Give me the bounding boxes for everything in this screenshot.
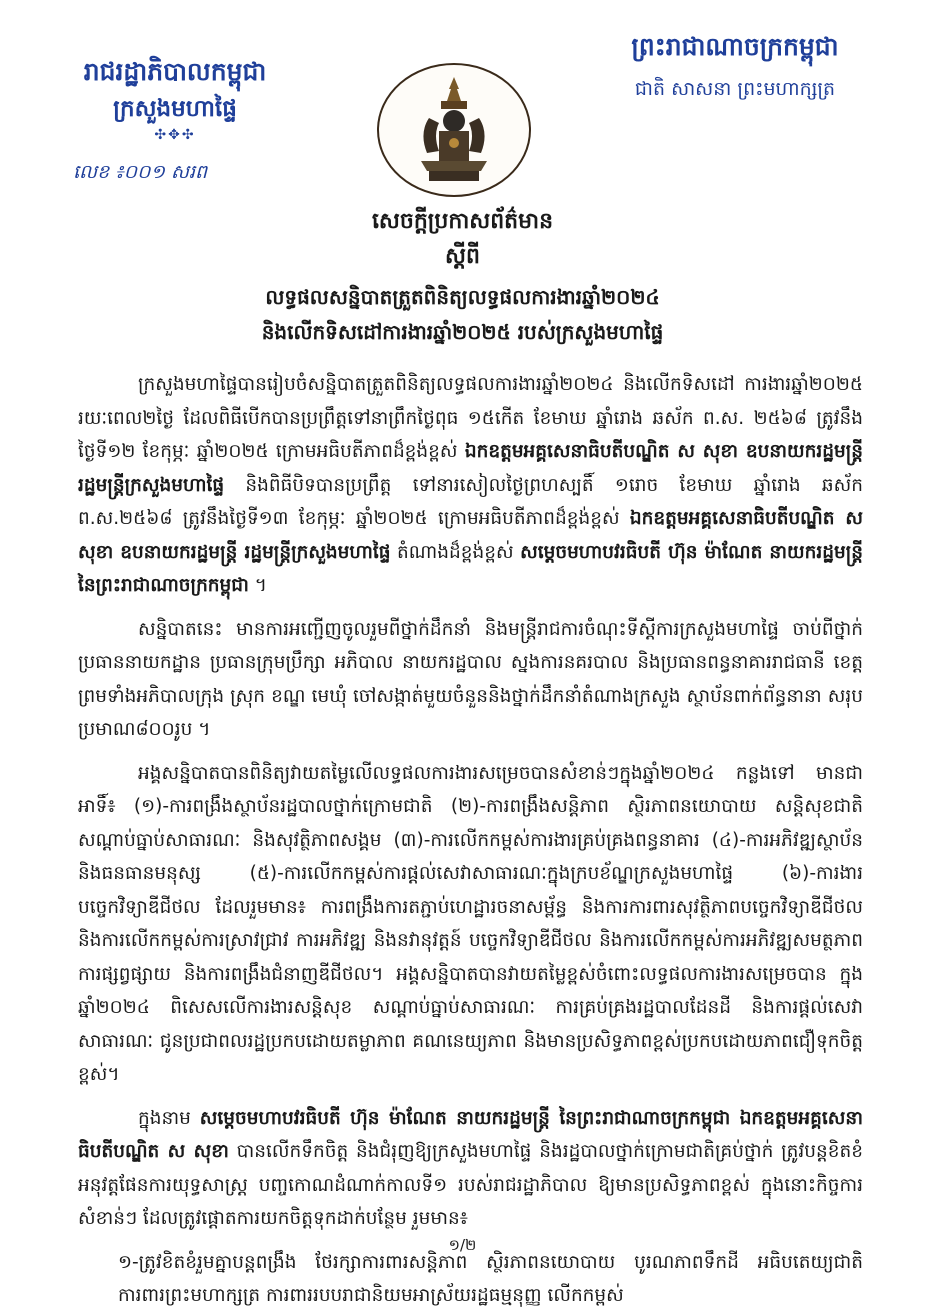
p1-bold-name-2: ឯកឧត្តមអគ្គសេនាធិបតីបណ្ឌិត ស សុខា ឧបនាយករដ្ឋមន្ត្រី រដ្ឋមន្ត្រីក្រសួងមហាផ្ទៃ bbox=[78, 508, 863, 563]
subject-line-2: និងលើកទិសដៅការងារឆ្នាំ២០២៥ របស់ក្រសួងមហាផ្ទៃ bbox=[261, 320, 664, 344]
national-motto: ជាតិ សាសនា ព្រះមហាក្សត្រ bbox=[634, 78, 836, 100]
paragraph-4 bbox=[78, 1102, 863, 1236]
p4-text: ក្នុងនាម bbox=[138, 1107, 200, 1129]
subject-label: ស្តីពី bbox=[445, 244, 480, 269]
paragraph-2: សន្និបាតនេះ មានការអញ្ជើញចូលរួមពីថ្នាក់ដឹកនាំ និងមន្ត្រីរាជការចំណុះទីស្តីការក្រសួងមហាផ្ទៃ ចាប់ពីថ្នាក់ប្រធាននាយកដ្ឋាន ប្រធានក្រុមប្រឹក្សា អភិបាល នាយករដ្ឋបាល ស្នងការនគរបាល និងប្រធានពន្ធនាគាររាជធានី ខេត្ត ព្រមទាំងអភិបាលក្រុង ស្រុក ខណ្ឌ មេឃុំ ចៅសង្កាត់មួយចំនួននិងថ្នាក់ដឹកនាំតំណាងក្រសួង ស្ថាប័នពាក់ព័ន្ធនានា សរុបប្រមាណ៨០០រូប ។ bbox=[78, 618, 863, 740]
list-item: ១-ត្រូវខិតខំរួមគ្នាបន្តពង្រឹង ថែរក្សាការពារសន្តិភាព ស្ថិរភាពនយោបាយ បូរណភាពទឹកដី អធិបតេយ្យជាតិ ការពារព្រះមហាក្សត្រ ការពាររបបរាជានិយមអាស្រ័យរដ្ឋធម្មនុញ្ញ លើកកម្ពស់ bbox=[118, 1251, 863, 1306]
emblem-icon bbox=[399, 73, 509, 188]
p1-bold-pm: សម្តេចមហាបវរធិបតី ហ៊ុន ម៉ាណែត នាយករដ្ឋមន្ត្រី នៃព្រះរាជាណាចក្រកម្ពុជា bbox=[78, 541, 863, 596]
government-name: រាជរដ្ឋាភិបាលកម្ពុជា bbox=[83, 57, 267, 86]
ornament-divider: ✣✥✣ bbox=[154, 127, 196, 143]
p1-end: ។ bbox=[248, 575, 267, 596]
document-type: សេចក្តីប្រកាសព័ត៌មាន bbox=[371, 209, 554, 234]
p1-text-2: និងពិធីបិទបានប្រព្រឹត្ត ទៅនារសៀលថ្ងៃព្រហស្បតិ៍ ១រោច ខែមាឃ ឆ្នាំរោង ឆស័ក ព.ស.២៥៦៨ ត្រូវនឹងថ្ងៃទី១៣ ខែកុម្ភៈ ឆ្នាំ២០២៥ ក្រោមអធិបតីភាពដ៏ខ្ពង់ខ្ពស់ bbox=[78, 474, 863, 529]
kingdom-name: ព្រះរាជាណាចក្រកម្ពុជា bbox=[631, 32, 839, 61]
p4-bold-names: សម្តេចមហាបវរធិបតី ហ៊ុន ម៉ាណែត នាយករដ្ឋមន្ត្រី នៃព្រះរាជាណាចក្រកម្ពុជា ឯកឧត្តមអគ្គសេនាធិបតីបណ្ឌិត ស សុខា bbox=[78, 1107, 863, 1162]
document-number: លេខ ៖០០១ សរព bbox=[73, 161, 208, 183]
paragraph-3: អង្គសន្និបាតបានពិនិត្យវាយតម្លៃលើលទ្ធផលការងារសម្រេចបានសំខាន់ៗក្នុងឆ្នាំ២០២៤ កន្លងទៅ មានជាអាទិ៍៖ (១)-ការពង្រឹងស្ថាប័នរដ្ឋបាលថ្នាក់ក្រោមជាតិ (២)-ការពង្រឹងសន្តិភាព ស្ថិរភាពនយោបាយ សន្តិសុខជាតិ សណ្តាប់ធ្នាប់សាធារណៈ និងសុវត្ថិភាពសង្គម (៣)-ការលើកកម្ពស់ការងារគ្រប់គ្រងពន្ធនាគារ (៤)-ការអភិវឌ្ឍស្ថាប័ន និងធនធានមនុស្ស (៥)-ការលើកកម្ពស់ការផ្តល់សេវាសាធារណៈក្នុងក្របខ័ណ្ឌក្រសួងមហាផ្ទៃ (៦)-ការងារបច្ចេកវិទ្យាឌីជីថល ដែលរួមមាន៖ ការពង្រឹងការតភ្ជាប់ហេដ្ឋារចនាសម្ព័ន្ធ និងការការពារសុវត្ថិភាពបច្ចេកវិទ្យាឌីជីថល និងការលើកកម្ពស់ការស្រាវជ្រាវ ការអភិវឌ្ឍ និងនវានុវត្តន៍ បច្ចេកវិទ្យាឌីជីថល និងការលើកកម្ពស់ការអភិវឌ្ឍសមត្ថភាព ការផ្សព្វផ្សាយ និងការពង្រឹងជំនាញឌីជីថល។ អង្គសន្និបាតបានវាយតម្លៃខ្ពស់ចំពោះលទ្ធផលការងារសម្រេចបាន ក្នុងឆ្នាំ២០២៤ ពិសេសលើការងារសន្តិសុខ សណ្តាប់ធ្នាប់សាធារណៈ ការគ្រប់គ្រងរដ្ឋបាលដែនដី និងការផ្តល់សេវាសាធារណៈ ជូនប្រជាពលរដ្ឋប្រកបដោយតម្លាភាព គណនេយ្យភាព និងមានប្រសិទ្ធភាពខ្ពស់ប្រកបដោយភាពជឿទុកចិត្តខ្ពស់។ bbox=[78, 762, 863, 1085]
ministry-name: ក្រសួងមហាផ្ទៃ bbox=[113, 96, 237, 122]
p1-text-3: តំណាងដ៏ខ្ពង់ខ្ពស់ bbox=[390, 541, 521, 563]
kingdom-header bbox=[600, 30, 870, 104]
document-title-block bbox=[0, 205, 925, 349]
p4-text-2: បានលើកទឹកចិត្ត និងជំរុញឱ្យក្រសួងមហាផ្ទៃ និងរដ្ឋបាលថ្នាក់ក្រោមជាតិគ្រប់ថ្នាក់ ត្រូវបន្តខិតខំអនុវត្តផែនការយុទ្ធសាស្ត្រ បញ្ចកោណដំណាក់កាលទី១ របស់រាជរដ្ឋាភិបាល ឱ្យមានប្រសិទ្ធភាពខ្ពស់ ក្នុងនោះកិច្ចការសំខាន់ៗ ដែលត្រូវផ្តោតការយកចិត្តទុកដាក់បន្ថែម រួមមាន៖ bbox=[78, 1141, 863, 1229]
royal-emblem bbox=[377, 63, 531, 197]
document-body bbox=[78, 368, 863, 1313]
p1-text: ក្រសួងមហាផ្ទៃបានរៀបចំសន្និបាតត្រួតពិនិត្យលទ្ធផលការងារឆ្នាំ២០២៤ និងលើកទិសដៅ ការងារឆ្នាំ២០២៥ រយៈពេល២ថ្ងៃ ដែលពិធីបើកបានប្រព្រឹត្តទៅនាព្រឹកថ្ងៃពុធ ១៥កើត ខែមាឃ ឆ្នាំរោង ឆស័ក ព.ស. ២៥៦៨ ត្រូវនឹងថ្ងៃទី១២ ខែកុម្ភៈ ឆ្នាំ២០២៥ ក្រោមអធិបតីភាពដ៏ខ្ពង់ខ្ពស់ bbox=[78, 374, 863, 462]
subject-line-1: លទ្ធផលសន្និបាតត្រួតពិនិត្យលទ្ធផលការងារឆ្នាំ២០២៤ bbox=[265, 285, 660, 309]
p1-bold-name: ឯកឧត្តមអគ្គសេនាធិបតីបណ្ឌិត ស សុខា ឧបនាយករដ្ឋមន្ត្រី រដ្ឋមន្ត្រីក្រសួងមហាផ្ទៃ bbox=[78, 441, 863, 496]
paragraph-1 bbox=[78, 368, 863, 603]
page-number: ១/២ bbox=[448, 1236, 477, 1254]
ministry-header bbox=[60, 55, 290, 143]
